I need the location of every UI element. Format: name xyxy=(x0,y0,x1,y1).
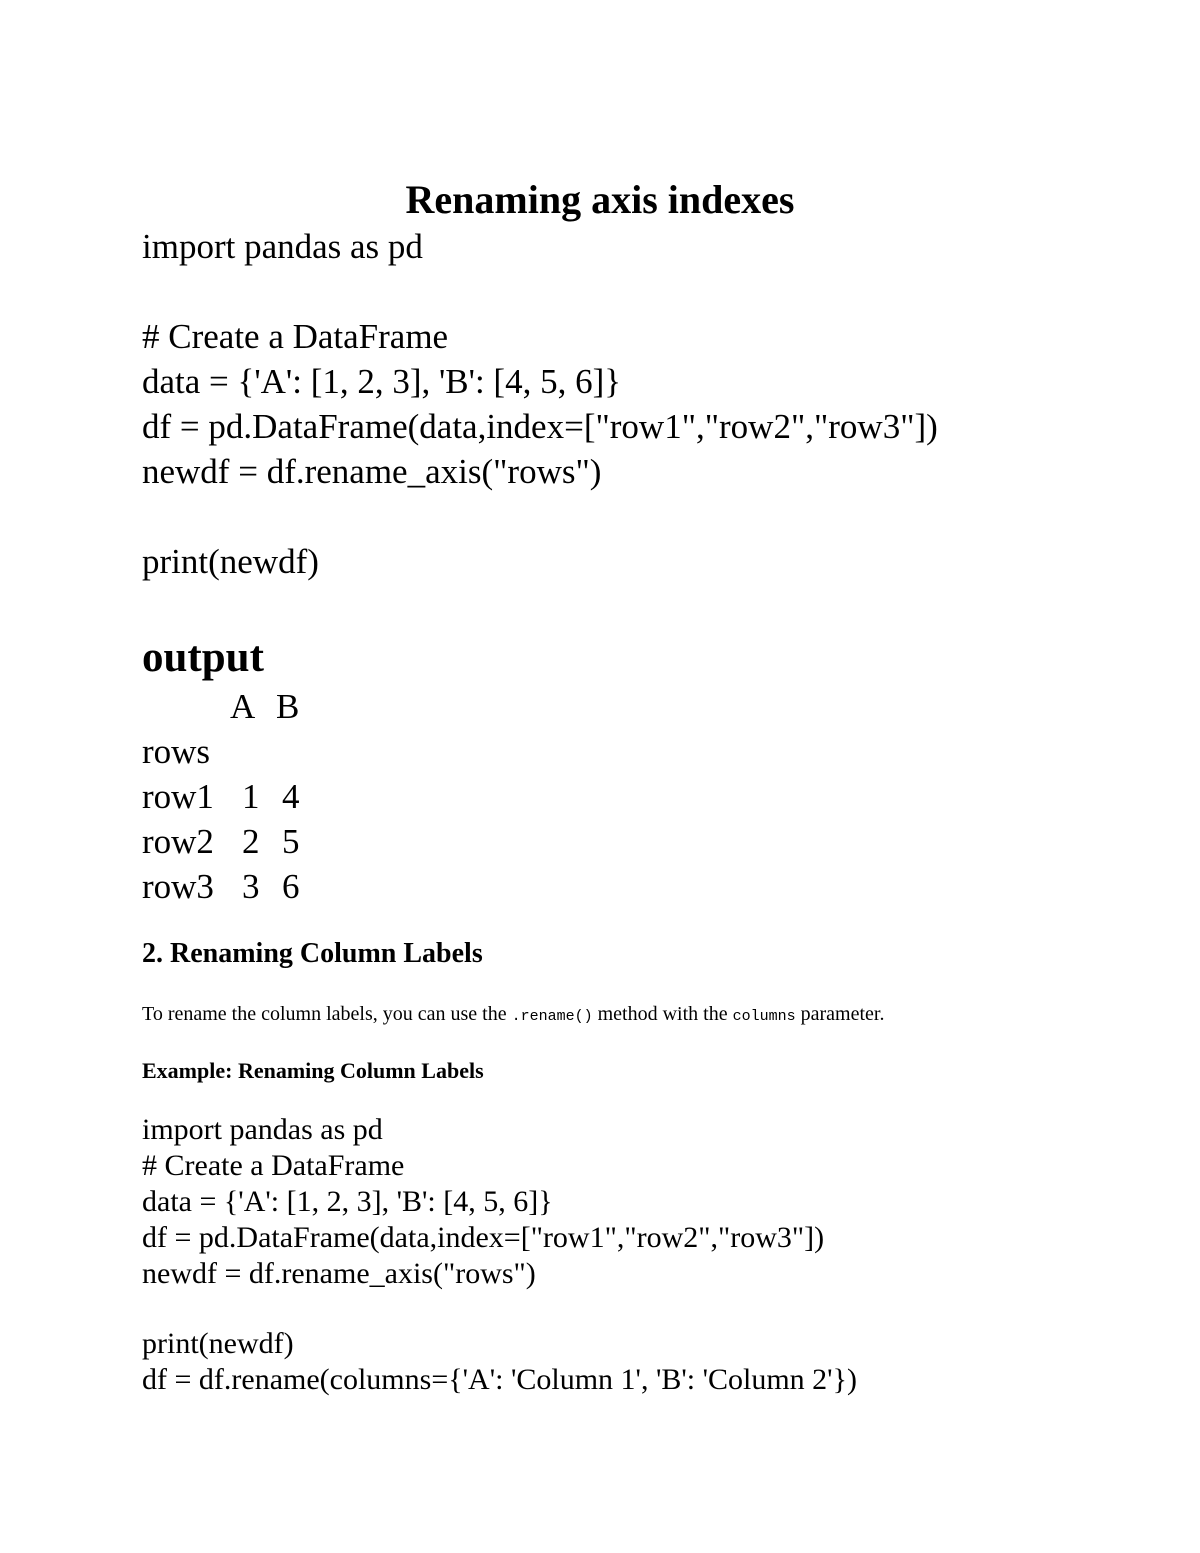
code-block-2 xyxy=(142,1112,857,1398)
paragraph-text: method with the xyxy=(592,1003,733,1025)
output-row-index: row3 xyxy=(142,867,214,906)
code-block-1 xyxy=(142,224,938,584)
code-line-blank xyxy=(142,269,938,314)
output-cell: 3 xyxy=(242,867,260,906)
code-line: # Create a DataFrame xyxy=(142,317,449,356)
code-line-blank xyxy=(142,494,938,539)
code-line: data = {'A': [1, 2, 3], 'B': [4, 5, 6]} xyxy=(142,1185,553,1218)
output-heading: output xyxy=(142,634,264,681)
code-line: df = pd.DataFrame(data,index=["row1","row2","row3"]) xyxy=(142,407,938,446)
output-row-index: row1 xyxy=(142,777,214,816)
code-line: newdf = df.rename_axis("rows") xyxy=(142,452,602,491)
page-title: Renaming axis indexes xyxy=(405,177,795,222)
paragraph-text: To rename the column labels, you can use the xyxy=(142,1003,512,1025)
output-cell: 6 xyxy=(282,867,300,906)
code-line: data = {'A': [1, 2, 3], 'B': [4, 5, 6]} xyxy=(142,362,622,401)
paragraph-text: parameter. xyxy=(795,1003,885,1025)
output-cell: 2 xyxy=(242,822,260,861)
code-line: print(newdf) xyxy=(142,542,319,581)
code-line: # Create a DataFrame xyxy=(142,1149,405,1182)
example-heading: Example: Renaming Column Labels xyxy=(142,1058,484,1083)
output-cell: 4 xyxy=(282,777,300,816)
output-column-header: B xyxy=(276,687,300,726)
code-line: import pandas as pd xyxy=(142,1113,383,1146)
code-line: df = pd.DataFrame(data,index=["row1","row2","row3"]) xyxy=(142,1221,825,1254)
code-line: print(newdf) xyxy=(142,1327,294,1360)
inline-code: .rename() xyxy=(511,1008,593,1025)
paragraph xyxy=(142,1000,884,1031)
output-cell: 1 xyxy=(242,777,260,816)
code-line-blank xyxy=(142,1292,857,1326)
output-row-index: row2 xyxy=(142,822,214,861)
output-column-header: A xyxy=(230,687,256,726)
output-cell: 5 xyxy=(282,822,300,861)
code-line: newdf = df.rename_axis("rows") xyxy=(142,1257,536,1290)
output-index-name: rows xyxy=(142,732,211,771)
inline-code: columns xyxy=(732,1008,796,1025)
code-line: df = df.rename(columns={'A': 'Column 1', 'B': 'Column 2'}) xyxy=(142,1363,857,1396)
section-heading: 2. Renaming Column Labels xyxy=(142,938,483,969)
code-line: import pandas as pd xyxy=(142,227,423,266)
